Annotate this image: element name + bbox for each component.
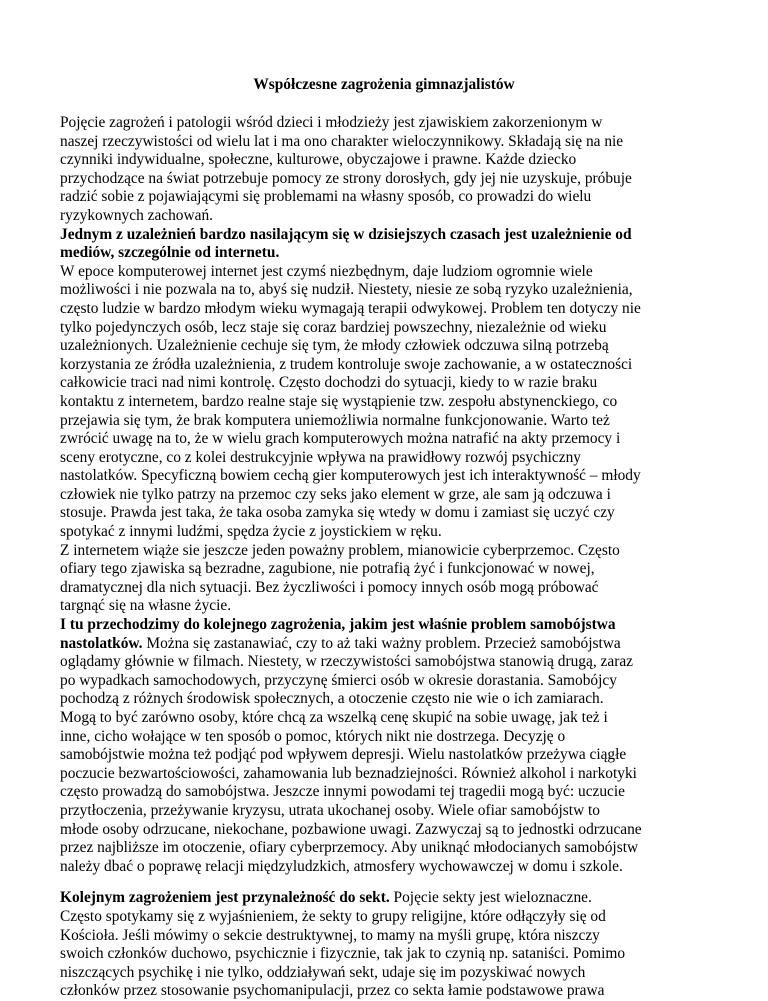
- text-run: przychodzące na świat potrzebuje pomocy ze strony dorosłych, gdy jej nie uzyskuje, próbuje: [60, 169, 632, 187]
- text-line: [60, 486, 720, 505]
- text-run: zwrócić uwagę na to, że w wielu grach komputerowych można natrafić na akty przemocy i: [60, 430, 621, 448]
- text-run: często prowadzą do samobójstwa. Jeszcze innymi powodami tej tragedii mogą być: uczucie: [60, 783, 625, 801]
- text-line: [60, 690, 720, 709]
- text-line: [60, 263, 720, 282]
- text-run: człowiek nie tylko patrzy na przemoc czy seks jako element w grze, ale sam ją odczuwa i: [60, 485, 611, 503]
- text-line: [60, 374, 720, 393]
- text-run: W epoce komputerowej internet jest czymś niezbędnym, daje ludziom ogromnie wiele: [60, 262, 593, 280]
- text-line: [60, 467, 720, 486]
- text-line: [60, 281, 720, 300]
- text-run: targnąć się na własne życie.: [60, 597, 232, 615]
- text-run: niszczących psychikę i nie tylko, oddziaływań sekt, udaje się im pozyskiwać nowych: [60, 963, 586, 981]
- text-line: [60, 244, 720, 263]
- text-run: po wypadkach samochodowych, przyczynę śmierci osób w okresie dorastania. Samobójcy: [60, 671, 617, 689]
- text-line: [60, 579, 720, 598]
- text-line: [60, 889, 720, 908]
- text-line: [60, 858, 720, 877]
- bold-text: Jednym z uzależnień bardzo nasilającym się w dzisiejszych czasach jest uzależnienie od: [60, 225, 632, 243]
- paragraph: [60, 226, 720, 616]
- text-line: [60, 964, 720, 983]
- text-run: Często spotykamy się z wyjaśnieniem, że sekty to grupy religijne, które odłączyły się od: [60, 907, 606, 925]
- text-run: oglądamy głównie w filmach. Niestety, w rzeczywistości samobójstwa stanowią drugą, zaraz: [60, 653, 633, 671]
- text-run: tylko pojedynczych osób, lecz staje się coraz bardziej powszechny, niezależnie od wieku: [60, 318, 607, 336]
- text-line: [60, 746, 720, 765]
- text-run: członków przez stosowanie psychomanipulacji, przez co sekta łamie podstawowe prawa: [60, 982, 605, 1000]
- text-run: możliwości i nie pozwala na to, abyś się nudził. Niestety, niesie ze sobą ryzyko uzależnienia,: [60, 281, 633, 299]
- text-line: [60, 300, 720, 319]
- text-run: naszej rzeczywistości od wielu lat i ma ono charakter wieloczynnikowy. Składają się na nie: [60, 132, 624, 150]
- text-run: poczucie bezwartościowości, zahamowania lub beznadziejności. Również alkohol i narkotyki: [60, 764, 637, 782]
- text-line: [60, 188, 720, 207]
- text-run: czynniki indywidualne, społeczne, kulturowe, obyczajowe i prawne. Każde dziecko: [60, 151, 577, 169]
- text-run: należy dbać o poprawę relacji międzyludzkich, atmosfery wychowawczej w domu i szkole.: [60, 857, 623, 875]
- text-line: [60, 319, 720, 338]
- bold-text: I tu przechodzimy do kolejnego zagrożenia, jakim jest właśnie problem samobójstwa: [60, 616, 616, 634]
- text-run: nastolatków. Specyficzną bowiem cechą gier komputerowych jest ich interaktywność – młody: [60, 467, 641, 485]
- paragraph: [60, 114, 720, 226]
- text-run: korzystania ze źródła uzależnienia, z trudem kontroluje swoje zachowanie, a w ostateczności: [60, 355, 633, 373]
- text-run: ofiary tego zjawiska są bezradne, zagubione, nie potrafią żyć i funkcjonować w nowej,: [60, 560, 595, 578]
- text-run: często ludzie w bardzo młodym wieku wymagają terapii odwykowej. Problem ten dotyczy nie: [60, 299, 641, 317]
- text-run: pochodzą z różnych środowisk społecznych, a otoczenie często nie wie o ich zamiarach.: [60, 690, 604, 708]
- text-run: uzależnionych. Uzależnienie cechuje się tym, że młody człowiek odczuwa silną potrzebą: [60, 337, 609, 355]
- text-line: [60, 672, 720, 691]
- text-run: radzić sobie z pojawiającymi się problemami na własny sposób, co prowadzi do wielu: [60, 188, 592, 206]
- text-line: [60, 207, 720, 226]
- text-line: [60, 927, 720, 946]
- paragraph: [60, 616, 720, 876]
- text-line: [60, 560, 720, 579]
- text-run: przejawia się tym, że brak komputera uniemożliwia normalne funkcjonowanie. Warto też: [60, 411, 610, 429]
- document-body: [60, 114, 720, 1001]
- bold-text: nastolatków.: [60, 634, 143, 652]
- text-line: [60, 504, 720, 523]
- text-run: Kościoła. Jeśli mówimy o sekcie destruktywnej, to mamy na myśli grupę, która niszczy: [60, 926, 600, 944]
- text-run: Można się zastanawiać, czy to aż taki ważny problem. Przecież samobójstwa: [142, 634, 621, 652]
- text-run: kontaktu z internetem, bardzo realne staje się wystąpienie tzw. zespołu abstynenckiego, co: [60, 392, 618, 410]
- text-run: sceny erotyczne, co z kolei destrukcyjnie wpływa na prawidłowy rozwój psychiczny: [60, 448, 581, 466]
- text-line: [60, 114, 720, 133]
- text-run: Z internetem wiąże sie jeszcze jeden poważny problem, mianowicie cyberprzemoc. Często: [60, 541, 620, 559]
- text-line: [60, 635, 720, 654]
- text-line: [60, 151, 720, 170]
- text-run: Pojęcie sekty jest wieloznaczne.: [389, 889, 592, 907]
- paragraph: [60, 889, 720, 1001]
- text-run: dramatycznej dla nich sytuacji. Bez życzliwości i pomocy innych osób mogą próbować: [60, 578, 599, 596]
- text-line: [60, 616, 720, 635]
- bold-text: Kolejnym zagrożeniem jest przynależność do sekt.: [60, 889, 390, 907]
- text-line: [60, 597, 720, 616]
- text-run: stosuje. Prawda jest taka, że taka osoba zamyka się wtedy w domu i zamiast się uczyć czy: [60, 504, 615, 522]
- text-line: [60, 653, 720, 672]
- text-run: inne, cicho wołające w ten sposób o pomoc, których nikt nie dostrzega. Decyzję o: [60, 727, 566, 745]
- text-line: [60, 226, 720, 245]
- text-run: całkowicie traci nad nimi kontrolę. Często dochodzi do sytuacji, kiedy to w razie braku: [60, 374, 598, 392]
- text-line: [60, 783, 720, 802]
- text-line: [60, 356, 720, 375]
- text-line: [60, 821, 720, 840]
- text-run: ryzykownych zachowań.: [60, 206, 213, 224]
- text-line: [60, 523, 720, 542]
- bold-text: mediów, szczególnie od internetu.: [60, 244, 280, 262]
- text-line: [60, 337, 720, 356]
- text-line: [60, 170, 720, 189]
- text-line: [60, 709, 720, 728]
- document-title: Współczesne zagrożenia gimnazjalistów: [253, 76, 515, 93]
- paragraph-gap: [60, 876, 720, 889]
- text-run: swoich członków duchowo, psychicznie i fizycznie, tak jak to czynią np. sataniści. Pomimo: [60, 945, 626, 963]
- text-line: [60, 542, 720, 561]
- text-run: przez najbliższe im otoczenie, ofiary cyberprzemocy. Aby uniknąć młodocianych samobójstw: [60, 839, 639, 857]
- text-line: [60, 412, 720, 431]
- text-line: [60, 449, 720, 468]
- text-line: [60, 802, 720, 821]
- text-run: Mogą to być zarówno osoby, które chcą za wszelką cenę skupić na sobie uwagę, jak też i: [60, 709, 608, 726]
- text-line: [60, 839, 720, 858]
- text-run: Pojęcie zagrożeń i patologii wśród dzieci i młodzieży jest zjawiskiem zakorzenionym w: [60, 114, 603, 131]
- text-run: przytłoczenia, przeżywanie kryzysu, utrata ukochanej osoby. Wiele ofiar samobójstw to: [60, 801, 601, 819]
- text-line: [60, 393, 720, 412]
- text-run: spotykać z innymi ludźmi, spędza życie z joystickiem w ręku.: [60, 523, 442, 541]
- text-line: [60, 728, 720, 747]
- text-line: [60, 133, 720, 152]
- text-line: [60, 908, 720, 927]
- text-run: młode osoby odrzucane, niekochane, pozbawione uwagi. Zazwyczaj są to jednostki odrzucane: [60, 820, 642, 838]
- text-line: [60, 982, 720, 1001]
- text-line: [60, 765, 720, 784]
- text-line: [60, 945, 720, 964]
- text-run: samobójstwie można też podjąć pod wpływem depresji. Wielu nastolatków przeżywa ciągłe: [60, 746, 627, 764]
- text-line: [60, 430, 720, 449]
